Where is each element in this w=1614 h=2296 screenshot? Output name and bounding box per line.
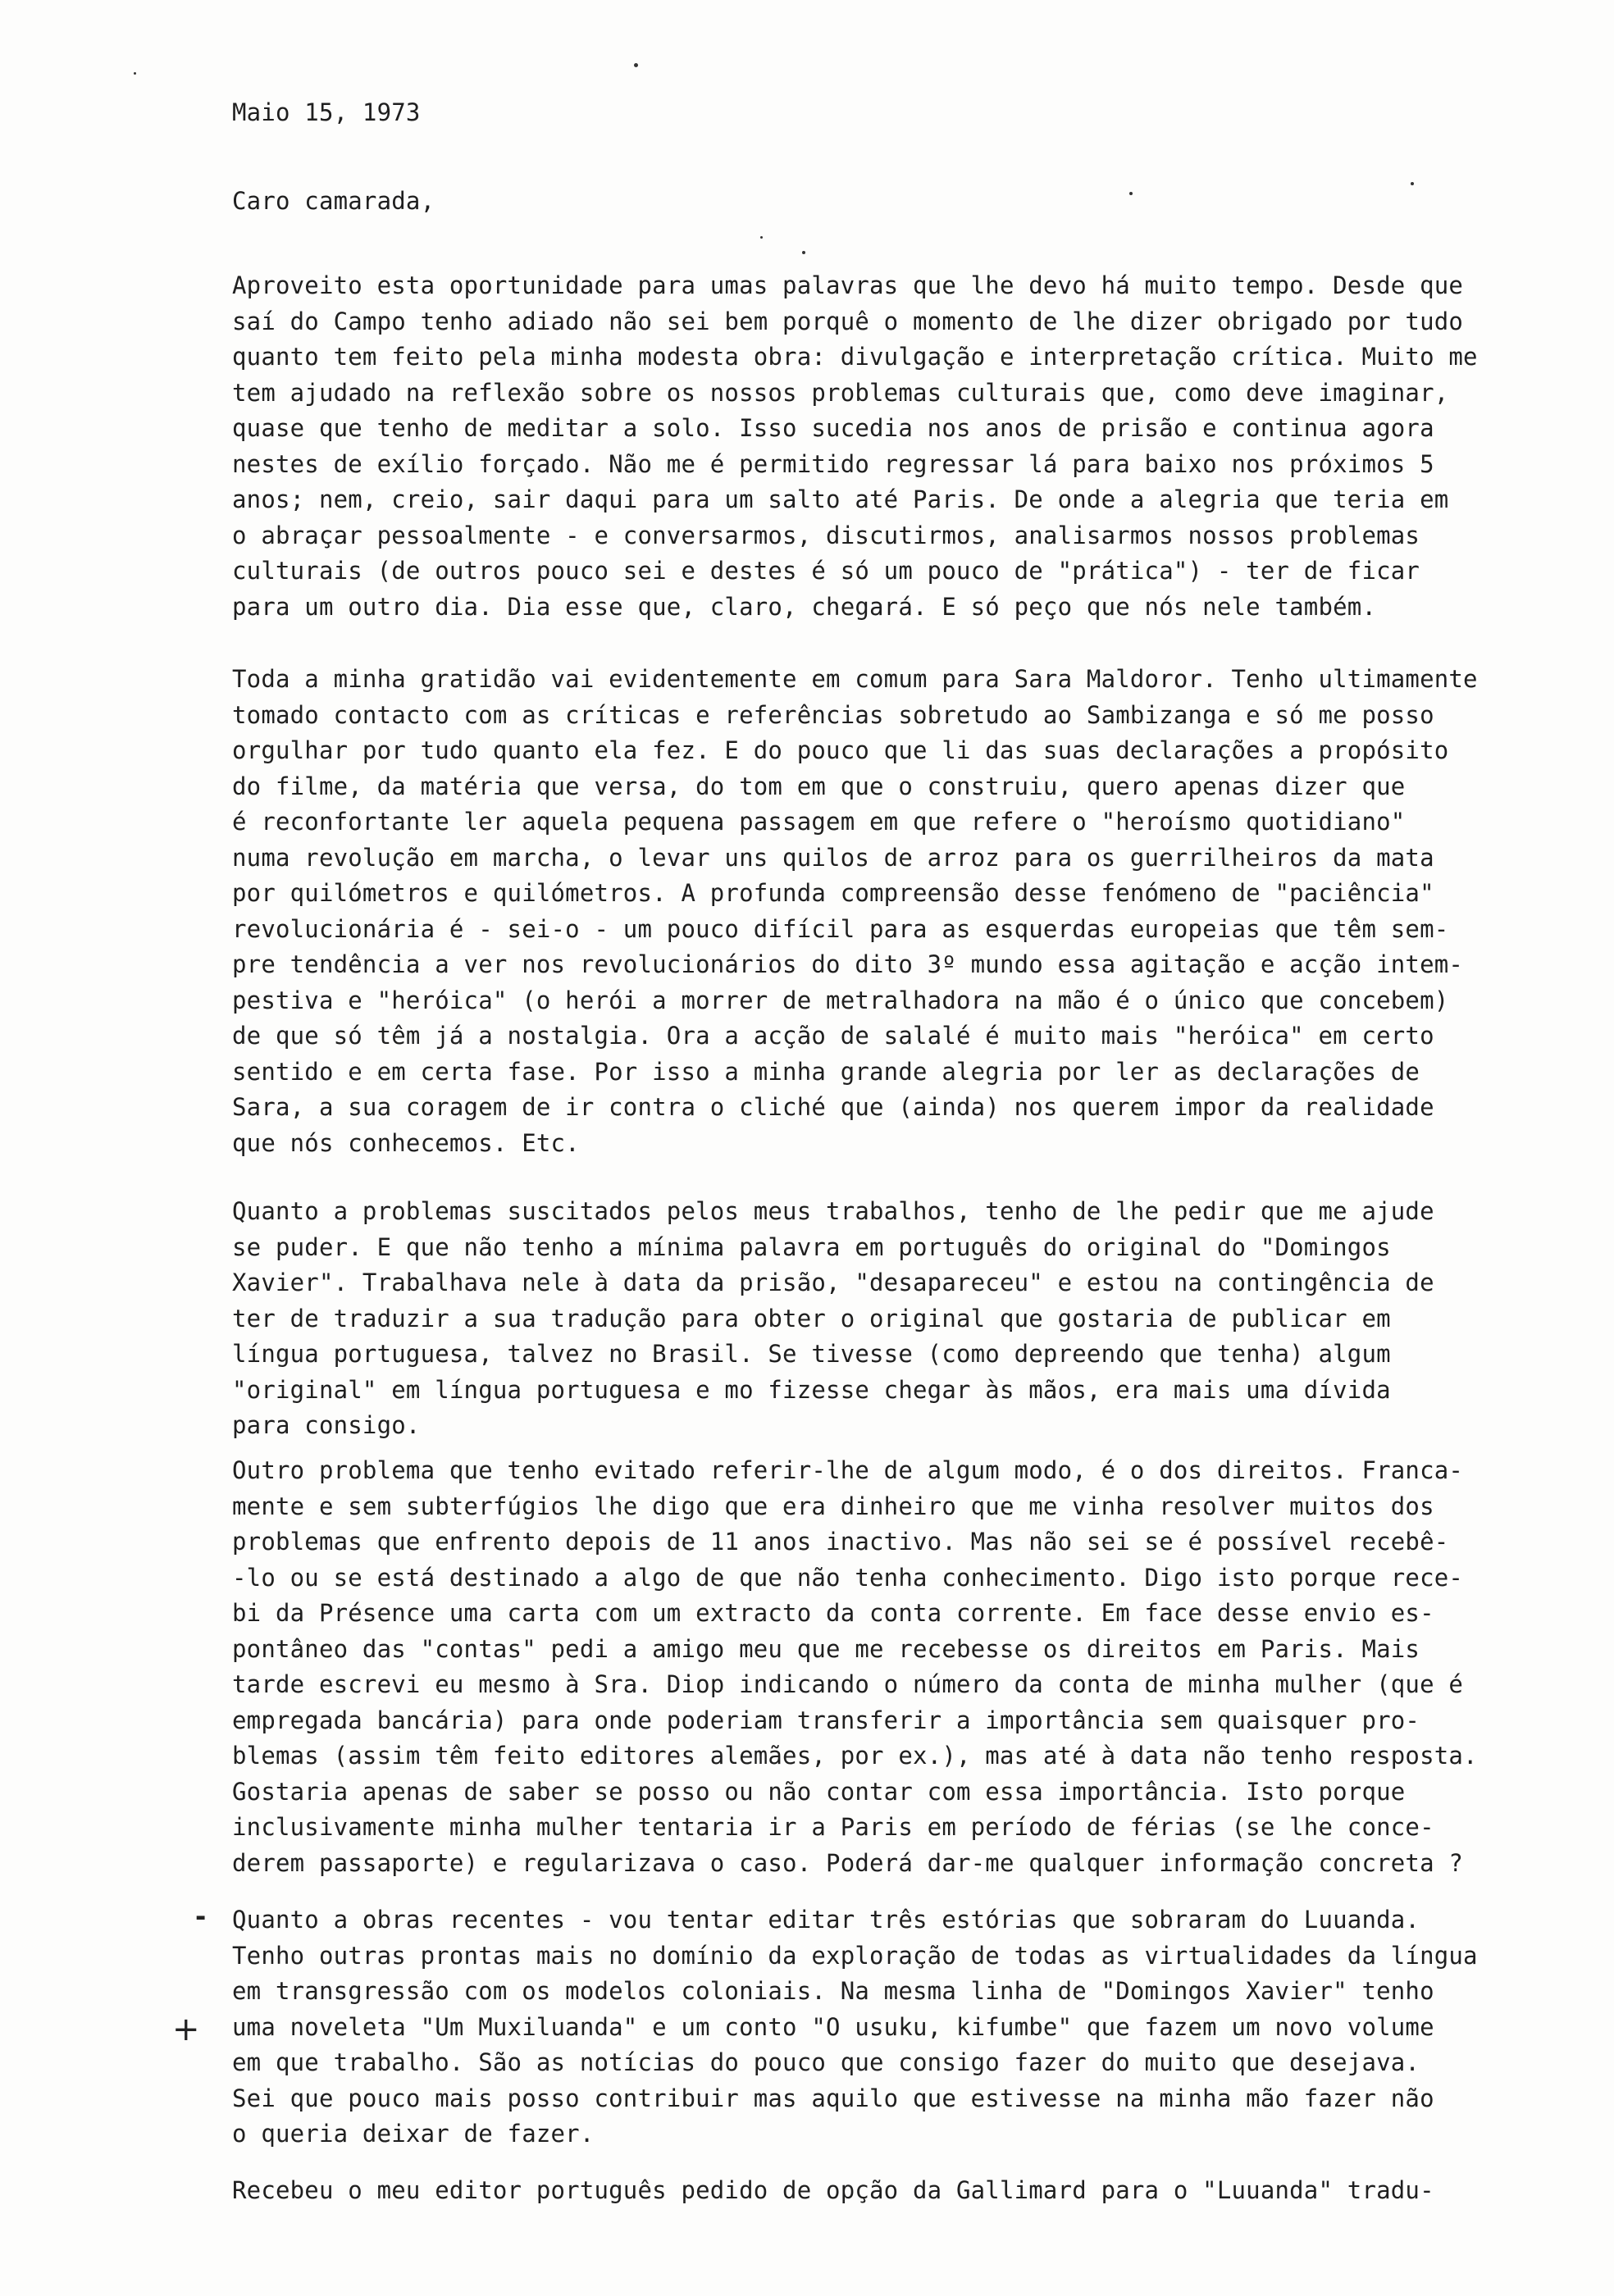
text-line: Recebeu o meu editor português pedido de opção da Gallimard para o "Luuanda" tradu- — [232, 2176, 1434, 2204]
text-line: anos; nem, creio, sair daqui para um salto até Paris. De onde a alegria que teria em — [232, 485, 1449, 513]
text-line: nestes de exílio forçado. Não me é permitido regressar lá para baixo nos próximos 5 — [232, 449, 1434, 478]
text-line: o abraçar pessoalmente - e conversarmos, discutirmos, analisarmos nossos problemas — [232, 521, 1420, 549]
scan-speck — [634, 63, 638, 67]
text-line: Quanto a obras recentes - vou tentar editar três estórias que sobraram do Luuanda. — [232, 1906, 1420, 1934]
text-line: pontâneo das "contas" pedi a amigo meu que me recebesse os direitos em Paris. Mais — [232, 1634, 1420, 1663]
text-line: tem ajudado na reflexão sobre os nossos problemas culturais que, como deve imaginar, — [232, 378, 1449, 407]
paragraph-3 — [232, 1194, 1434, 1444]
text-line: inclusivamente minha mulher tentaria ir a Paris em período de férias (se lhe conce- — [232, 1813, 1434, 1841]
text-line: empregada bancária) para onde poderiam transferir a importância sem quaisquer pro- — [232, 1706, 1420, 1734]
paragraph-4 — [232, 1453, 1478, 1881]
text-line: blemas (assim têm feito editores alemães, por ex.), mas até à data não tenho resposta. — [232, 1742, 1478, 1770]
text-line: Aproveito esta oportunidade para umas palavras que lhe devo há muito tempo. Desde que — [232, 271, 1464, 299]
letter-salutation: Caro camarada, — [232, 187, 435, 215]
text-line: revolucionária é - sei-o - um pouco difícil para as esquerdas europeias que têm sem- — [232, 914, 1449, 943]
paragraph-5 — [232, 1902, 1478, 2152]
text-line: é reconfortante ler aquela pequena passagem em que refere o "heroísmo quotidiano" — [232, 808, 1406, 836]
text-line: bi da Présence uma carta com um extracto da conta corrente. Em face desse envio es- — [232, 1599, 1434, 1627]
text-line: Tenho outras prontas mais no domínio da exploração de todas as virtualidades da língua — [232, 1941, 1478, 1970]
text-line: -lo ou se está destinado a algo de que não tenha conhecimento. Digo isto porque rece- — [232, 1563, 1464, 1592]
text-line: se puder. E que não tenho a mínima palavra em português do original do "Domingos — [232, 1232, 1391, 1261]
paragraph-1 — [232, 268, 1478, 625]
text-line: tarde escrevi eu mesmo à Sra. Diop indicando o número da conta de minha mulher (que é — [232, 1670, 1464, 1698]
text-line: quase que tenho de meditar a solo. Isso sucedia nos anos de prisão e continua agora — [232, 414, 1434, 442]
scan-speck — [1129, 192, 1133, 195]
text-line: culturais (de outros pouco sei e destes é só um pouco de "prática") - ter de ficar — [232, 557, 1420, 585]
scan-speck — [802, 251, 805, 254]
text-line: Quanto a problemas suscitados pelos meus trabalhos, tenho de lhe pedir que me ajude — [232, 1197, 1434, 1225]
text-line: Outro problema que tenho evitado referir-lhe de algum modo, é o dos direitos. Franca- — [232, 1456, 1464, 1484]
text-line: por quilómetros e quilómetros. A profunda compreensão desse fenómeno de "paciência" — [232, 879, 1434, 907]
text-line: em que trabalho. São as notícias do pouco que consigo fazer do muito que desejava. — [232, 2048, 1420, 2076]
margin-plus-mark: + — [172, 2011, 200, 2048]
text-line: para consigo. — [232, 1411, 421, 1439]
text-line: sentido e em certa fase. Por isso a minha grande alegria por ler as declarações de — [232, 1057, 1420, 1086]
text-line: tomado contacto com as críticas e referências sobretudo ao Sambizanga e só me posso — [232, 700, 1434, 729]
text-line: do filme, da matéria que versa, do tom em que o construiu, quero apenas dizer que — [232, 772, 1406, 800]
text-line: orgulhar por tudo quanto ela fez. E do pouco que li das suas declarações a propósito — [232, 736, 1449, 764]
text-line: derem passaporte) e regularizava o caso. Poderá dar-me qualquer informação concreta ? — [232, 1848, 1464, 1877]
text-line: o queria deixar de fazer. — [232, 2120, 595, 2148]
letter-date: Maio 15, 1973 — [232, 98, 421, 126]
paragraph-2 — [232, 662, 1478, 1161]
scan-speck — [1411, 182, 1414, 185]
text-line: que nós conhecemos. Etc. — [232, 1128, 580, 1157]
text-line: quanto tem feito pela minha modesta obra: divulgação e interpretação crítica. Muito me — [232, 343, 1478, 371]
text-line: problemas que enfrento depois de 11 anos inactivo. Mas não sei se é possível recebê- — [232, 1528, 1449, 1556]
text-line: numa revolução em marcha, o levar uns quilos de arroz para os guerrilheiros da mata — [232, 843, 1434, 872]
text-line: saí do Campo tenho adiado não sei bem porquê o momento de lhe dizer obrigado por tudo — [232, 307, 1464, 335]
paragraph-6 — [232, 2173, 1434, 2209]
text-line: Sara, a sua coragem de ir contra o cliché que (ainda) nos querem impor da realidade — [232, 1093, 1434, 1121]
text-line: Gostaria apenas de saber se posso ou não contar com essa importância. Isto porque — [232, 1777, 1406, 1806]
text-line: "original" em língua portuguesa e mo fizesse chegar às mãos, era mais uma dívida — [232, 1375, 1391, 1404]
text-line: pestiva e "heróica" (o herói a morrer de metralhadora na mão é o único que concebem) — [232, 986, 1449, 1014]
text-line: Sei que pouco mais posso contribuir mas aquilo que estivesse na minha mão fazer não — [232, 2084, 1434, 2112]
scan-speck — [134, 72, 136, 75]
margin-dash-mark: - — [195, 1901, 207, 1932]
text-line: para um outro dia. Dia esse que, claro, chegará. E só peço que nós nele também. — [232, 592, 1377, 621]
text-line: Toda a minha gratidão vai evidentemente em comum para Sara Maldoror. Tenho ultimamente — [232, 665, 1478, 693]
scan-speck — [760, 236, 763, 239]
text-line: ter de traduzir a sua tradução para obter o original que gostaria de publicar em — [232, 1304, 1391, 1332]
text-line: de que só têm já a nostalgia. Ora a acção de salalé é muito mais "heróica" em certo — [232, 1022, 1434, 1050]
text-line: uma noveleta "Um Muxiluanda" e um conto "O usuku, kifumbe" que fazem um novo volume — [232, 2012, 1434, 2041]
text-line: mente e sem subterfúgios lhe digo que era dinheiro que me vinha resolver muitos dos — [232, 1492, 1434, 1520]
text-line: em transgressão com os modelos coloniais. Na mesma linha de "Domingos Xavier" tenho — [232, 1977, 1434, 2005]
text-line: língua portuguesa, talvez no Brasil. Se tivesse (como depreendo que tenha) algum — [232, 1340, 1391, 1368]
text-line: pre tendência a ver nos revolucionários do dito 3º mundo essa agitação e acção intem- — [232, 950, 1464, 978]
text-line: Xavier". Trabalhava nele à data da prisão, "desapareceu" e estou na contingência de — [232, 1269, 1434, 1296]
